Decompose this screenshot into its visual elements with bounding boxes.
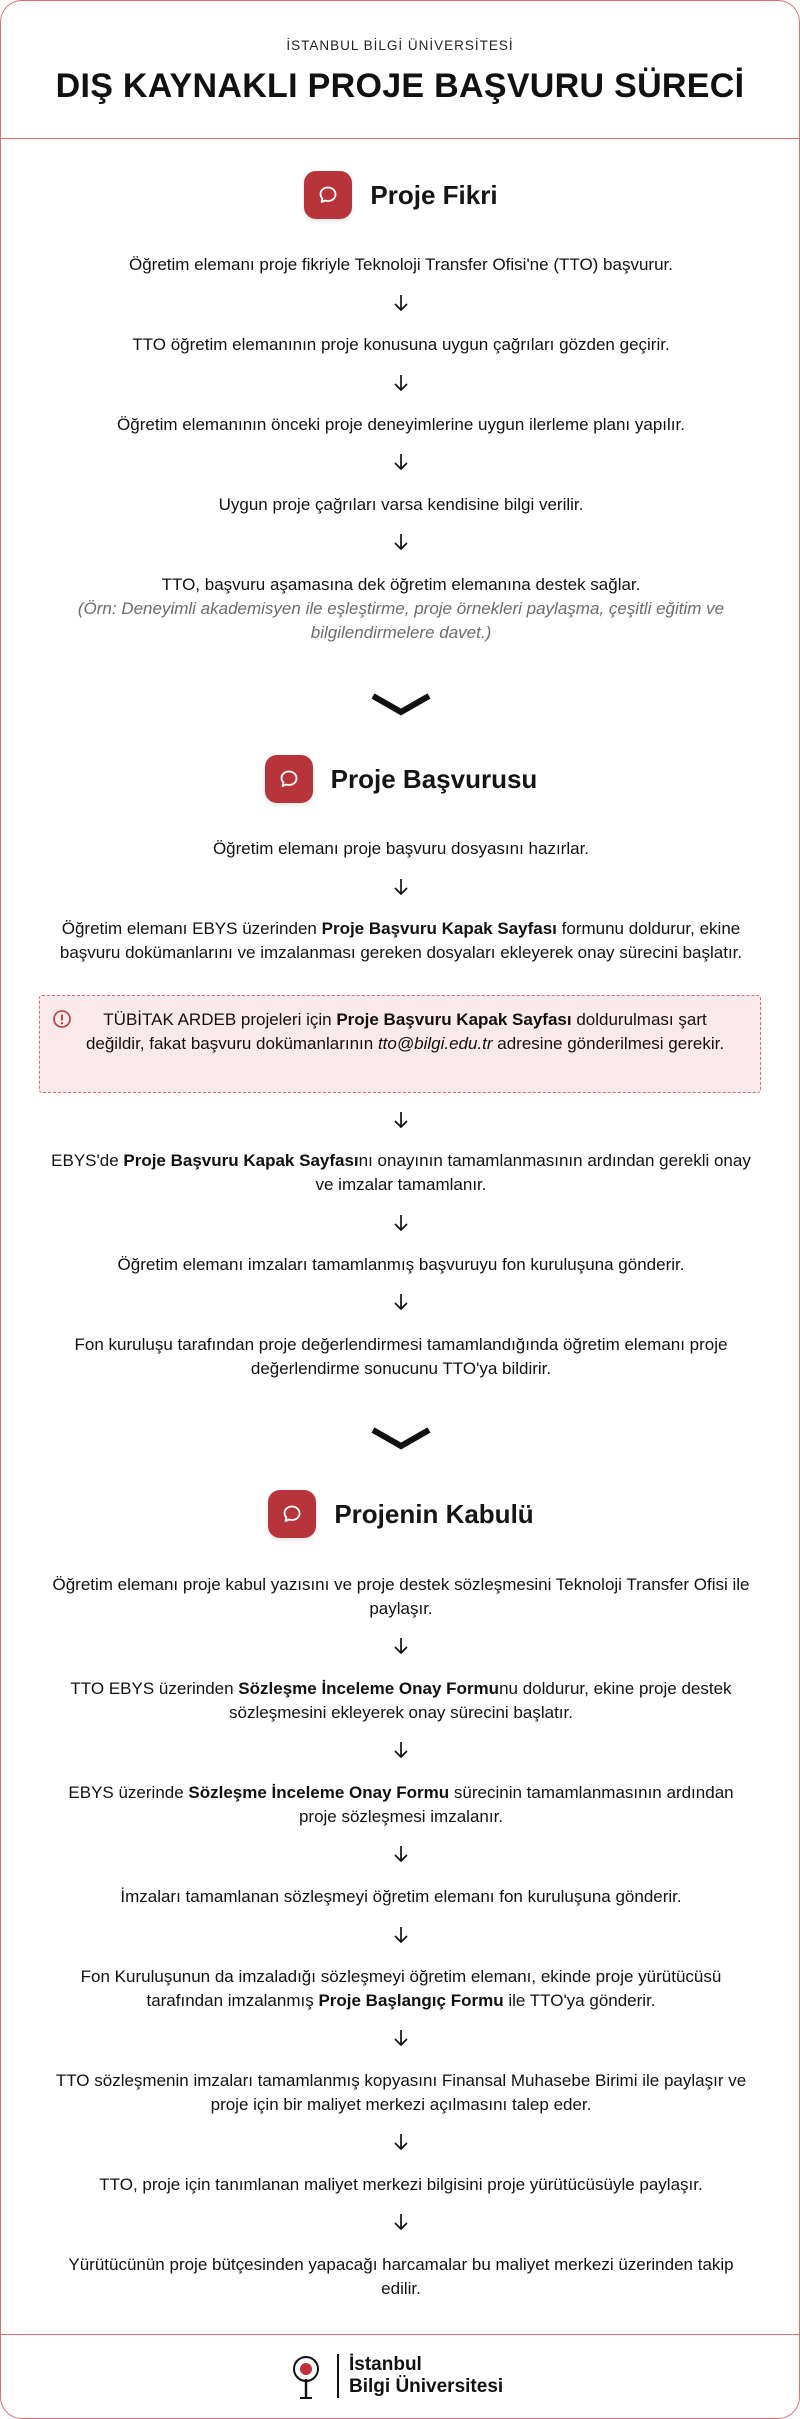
step-text: İmzaları tamamlanan sözleşmeyi öğretim elemanı fon kuruluşuna gönderir. xyxy=(120,1887,682,1906)
arrow-down-icon xyxy=(393,1637,409,1655)
form-name: Proje Başvuru Kapak Sayfası xyxy=(321,919,557,938)
form-name: Sözleşme İnceleme Onay Formu xyxy=(238,1679,500,1698)
notice-box xyxy=(39,995,761,1093)
step-text xyxy=(56,1781,746,1829)
university-name: İSTANBUL BİLGİ ÜNİVERSİTESİ xyxy=(286,38,514,53)
step-text-part: sürecinin tamamlanmasının ardından proje sözleşmesi imzalanır. xyxy=(298,1783,734,1826)
step-text xyxy=(41,1149,761,1197)
form-name: Sözleşme İnceleme Onay Formu xyxy=(188,1783,450,1802)
form-name: Proje Başlangıç Formu xyxy=(318,1991,504,2010)
step-text: Öğretim elemanı proje fikriyle Teknoloji Transfer Ofisi'ne (TTO) başvurur. xyxy=(129,255,673,274)
logo-line: İstanbul xyxy=(349,2354,422,2375)
step-text-part: formunu doldurur, ekine başvuru dokümanlarını ve imzalanması gereken dosyaları ekleyerek onay sürecini başlatır. xyxy=(59,919,743,962)
arrow-down-icon xyxy=(393,1214,409,1232)
notice-text-part: doldurulması şart değildir, fakat başvuru dokümanlarının xyxy=(85,1010,707,1053)
example-note: (Örn: Deneyimli akademisyen ile eşleştirme, proje örnekleri paylaşma, çeşitli eğitim ve bilgilendirmelere davet.) xyxy=(77,599,725,642)
notice-text-part: TÜBİTAK ARDEB projeleri için xyxy=(103,1010,337,1029)
chevron-down-icon xyxy=(369,1425,433,1451)
step-text: TTO, proje için tanımlanan maliyet merkezi bilgisini proje yürütücüsüyle paylaşır. xyxy=(99,2175,703,2194)
section-header-projenin-kabulu xyxy=(1,1490,800,1538)
step-text: Öğretim elemanının önceki proje deneyimlerine uygun ilerleme planı yapılır. xyxy=(117,415,685,434)
arrow-down-icon xyxy=(393,878,409,896)
arrow-down-icon xyxy=(393,453,409,471)
step-text-part: EBYS üzerinde xyxy=(68,1783,189,1802)
logo-text xyxy=(337,2354,503,2398)
email-address: tto@bilgi.edu.tr xyxy=(377,1034,493,1053)
section-title: Proje Başvurusu xyxy=(330,763,538,794)
info-icon xyxy=(52,1009,72,1029)
chevron-down-icon xyxy=(369,691,433,717)
step-text: TTO sözleşmenin imzaları tamamlanmış kopyasını Finansal Muhasebe Birimi ile paylaşır ve proje için bir maliyet merkezi açılmasını talep eder. xyxy=(55,2071,747,2114)
arrow-down-icon xyxy=(393,294,409,312)
step-text-part: nı onayının tamamlanmasının ardından gerekli onay ve imzalar tamamlanır. xyxy=(315,1151,751,1194)
arrow-down-icon xyxy=(393,1741,409,1759)
section-header-proje-fikri xyxy=(1,171,800,219)
step-text-part: EBYS'de xyxy=(51,1151,124,1170)
notice-text-part: adresine gönderilmesi gerekir. xyxy=(492,1034,725,1053)
step-text-part: Fon Kuruluşunun da imzaladığı sözleşmeyi öğretim elemanı, ekinde proje yürütücüsü tarafından imzalanmış xyxy=(80,1967,722,2010)
arrow-down-icon xyxy=(393,374,409,392)
step-text: Fon kuruluşu tarafından proje değerlendirmesi tamamlandığında öğretim elemanı proje değerlendirme sonucunu TTO'ya bildirir. xyxy=(74,1335,728,1378)
arrow-down-icon xyxy=(393,2213,409,2231)
arrow-down-icon xyxy=(393,533,409,551)
step-text-part: Öğretim elemanı EBYS üzerinden xyxy=(61,919,322,938)
arrow-down-icon xyxy=(393,2133,409,2151)
section-header-proje-basvurusu xyxy=(1,755,800,803)
arrow-down-icon xyxy=(393,2029,409,2047)
form-name: Proje Başvuru Kapak Sayfası xyxy=(336,1010,572,1029)
arrow-down-icon xyxy=(393,1926,409,1944)
step-text: TTO öğretim elemanının proje konusuna uygun çağrıları gözden geçirir. xyxy=(132,335,670,354)
logo-emblem-icon xyxy=(291,2349,325,2403)
university-logo xyxy=(291,2349,503,2403)
step-text: Uygun proje çağrıları varsa kendisine bilgi verilir. xyxy=(218,495,584,514)
step-text xyxy=(56,1677,746,1725)
chat-bubble-icon xyxy=(304,171,352,219)
step-text-part: TTO EBYS üzerinden xyxy=(70,1679,239,1698)
chat-bubble-icon xyxy=(265,755,313,803)
step-text: Yürütücünün proje bütçesinden yapacağı harcamalar bu maliyet merkezi üzerinden takip edilir. xyxy=(68,2255,734,2298)
page-title: DIŞ KAYNAKLI PROJE BAŞVURU SÜRECİ xyxy=(55,67,745,105)
arrow-down-icon xyxy=(393,1845,409,1863)
section-title: Proje Fikri xyxy=(370,179,498,210)
step-text-part: nu doldurur, ekine proje destek sözleşmesini ekleyerek onay sürecini başlatır. xyxy=(229,1679,732,1722)
notice-text xyxy=(40,996,760,1056)
step-text-part: ile TTO'ya gönderir. xyxy=(503,1991,656,2010)
header xyxy=(1,1,799,139)
step-text: Öğretim elemanı imzaları tamamlanmış başvuruyu fon kuruluşuna gönderir. xyxy=(117,1255,685,1274)
footer xyxy=(1,2334,800,2419)
step-text xyxy=(56,1965,746,2013)
form-name: Proje Başvuru Kapak Sayfası xyxy=(123,1151,359,1170)
section-title: Projenin Kabulü xyxy=(334,1498,534,1529)
step-text: Öğretim elemanı proje başvuru dosyasını hazırlar. xyxy=(212,839,590,858)
arrow-down-icon xyxy=(393,1111,409,1129)
arrow-down-icon xyxy=(393,1293,409,1311)
logo-line: Bilgi Üniversitesi xyxy=(349,2376,504,2397)
chat-bubble-icon xyxy=(268,1490,316,1538)
step-text: TTO, başvuru aşamasına dek öğretim elemanına destek sağlar. xyxy=(161,575,641,594)
step-text xyxy=(41,917,761,965)
step-text: Öğretim elemanı proje kabul yazısını ve proje destek sözleşmesini Teknoloji Transfer Ofisi ile paylaşır. xyxy=(52,1575,750,1618)
